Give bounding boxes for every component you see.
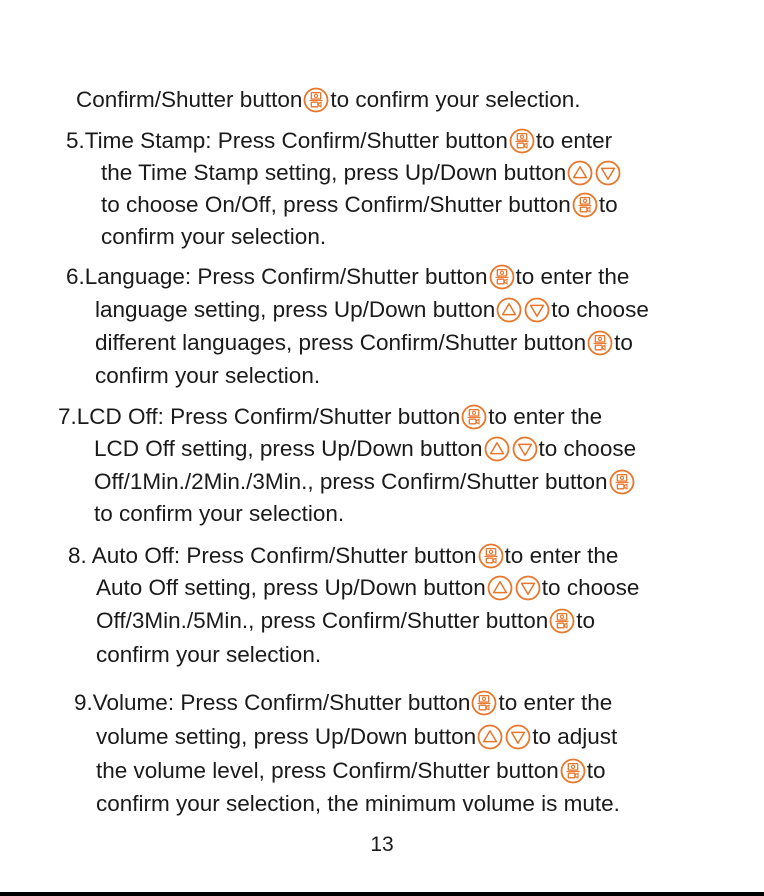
- confirm-shutter-icon: [509, 128, 535, 154]
- item-text: the volume level, press Confirm/Shutter button: [96, 758, 559, 783]
- item-text: different languages, press Confirm/Shutter button: [95, 330, 587, 355]
- item-number: 7.: [58, 404, 77, 429]
- down-triangle-icon: [595, 160, 621, 186]
- confirm-shutter-icon: [572, 192, 598, 218]
- item-5-line-3: [101, 189, 618, 221]
- confirm-shutter-icon: [489, 264, 515, 290]
- item-text: volume setting, press Up/Down button: [96, 724, 477, 749]
- confirm-shutter-icon: [587, 330, 613, 356]
- down-triangle-icon: [505, 724, 531, 750]
- item-text: to enter the: [498, 690, 613, 715]
- item-7-line-4: [94, 498, 344, 530]
- confirm-shutter-icon: [303, 87, 329, 113]
- confirm-shutter-icon: [461, 404, 487, 430]
- item-number: 8.: [68, 543, 87, 568]
- item-text: to enter the: [515, 264, 630, 289]
- item-text: LCD Off setting, press Up/Down button: [94, 436, 483, 461]
- item-text: to choose On/Off, press Confirm/Shutter button: [101, 192, 571, 217]
- intro-text: Confirm/Shutter button: [76, 87, 303, 112]
- item-text: to: [586, 758, 606, 783]
- item-8-line-1: [68, 540, 618, 572]
- down-triangle-icon: [512, 436, 538, 462]
- item-5-line-2: [101, 157, 622, 189]
- item-text: to confirm your selection.: [94, 501, 345, 526]
- item-5-line-1: [66, 125, 612, 157]
- item-7-line-1: [58, 401, 602, 433]
- confirm-shutter-icon: [549, 608, 575, 634]
- item-9-line-1: [74, 687, 612, 719]
- confirm-shutter-icon: [471, 690, 497, 716]
- up-triangle-icon: [484, 436, 510, 462]
- item-text: to adjust: [532, 724, 618, 749]
- bottom-rule: [0, 892, 764, 896]
- item-number: 5.: [66, 128, 85, 153]
- up-triangle-icon: [567, 160, 593, 186]
- item-text: to choose: [541, 575, 640, 600]
- item-text: Volume: Press Confirm/Shutter button: [92, 690, 471, 715]
- item-text: language setting, press Up/Down button: [95, 297, 496, 322]
- item-text: to: [614, 330, 633, 355]
- confirm-shutter-icon: [609, 469, 635, 495]
- page-number: 13: [370, 833, 394, 856]
- item-text: to enter: [535, 128, 613, 153]
- down-triangle-icon: [524, 297, 550, 323]
- item-text: Off/3Min./5Min., press Confirm/Shutter button: [96, 608, 549, 633]
- down-triangle-icon: [515, 575, 541, 601]
- item-8-line-4: [96, 639, 321, 671]
- item-9-line-3: [96, 755, 606, 787]
- item-text: confirm your selection.: [96, 642, 322, 667]
- item-text: to choose: [538, 436, 637, 461]
- item-text: to enter the: [504, 543, 619, 568]
- item-text: Auto Off: Press Confirm/Shutter button: [91, 543, 477, 568]
- item-5-line-4: [101, 221, 326, 253]
- confirm-shutter-icon: [560, 758, 586, 784]
- item-6-line-3: [95, 327, 633, 359]
- item-6-line-2: [95, 294, 649, 326]
- item-text: to: [576, 608, 596, 633]
- item-6-line-4: [95, 360, 320, 392]
- item-text: Off/1Min./2Min./3Min., press Confirm/Shutter button: [94, 469, 608, 494]
- intro-text: to confirm your selection.: [330, 87, 581, 112]
- item-9-line-2: [96, 721, 617, 753]
- item-text: LCD Off: Press Confirm/Shutter button: [76, 404, 461, 429]
- item-7-line-3: [94, 466, 636, 498]
- up-triangle-icon: [487, 575, 513, 601]
- item-7-line-2: [94, 433, 636, 465]
- item-text: Time Stamp: Press Confirm/Shutter button: [84, 128, 508, 153]
- up-triangle-icon: [477, 724, 503, 750]
- item-text: to: [598, 192, 618, 217]
- item-text: Language: Press Confirm/Shutter button: [84, 264, 488, 289]
- item-6-line-1: [66, 261, 629, 293]
- item-text: confirm your selection, the minimum volume is mute.: [96, 791, 620, 816]
- intro-line-1: [76, 84, 580, 116]
- item-text: the Time Stamp setting, press Up/Down button: [101, 160, 567, 185]
- item-text: Auto Off setting, press Up/Down button: [96, 575, 486, 600]
- item-text: to enter the: [488, 404, 603, 429]
- up-triangle-icon: [496, 297, 522, 323]
- item-9-line-4: [96, 788, 620, 820]
- item-text: confirm your selection.: [101, 224, 327, 249]
- item-8-line-3: [96, 605, 595, 637]
- item-text: confirm your selection.: [95, 363, 321, 388]
- item-number: 9.: [74, 690, 93, 715]
- confirm-shutter-icon: [478, 543, 504, 569]
- item-8-line-2: [96, 572, 639, 604]
- item-text: to choose: [551, 297, 649, 322]
- item-number: 6.: [66, 264, 85, 289]
